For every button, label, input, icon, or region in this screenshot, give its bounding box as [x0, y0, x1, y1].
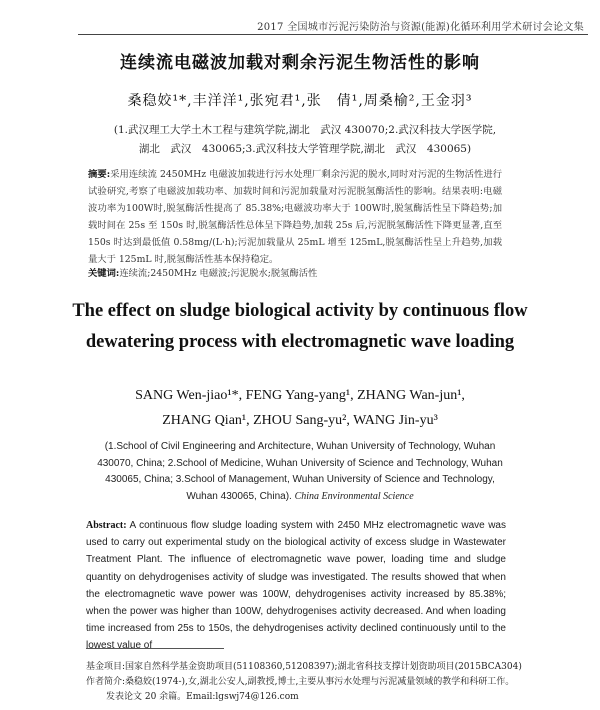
footnote-rule: [86, 648, 224, 649]
chinese-authors: 桑稳姣¹*,丰洋洋¹,张宛君¹,张 倩¹,周桑榆²,王金羽³: [127, 93, 473, 109]
english-abstract-text: A continuous flow sludge loading system with 2450 MHz electromagnetic wave was used to carry out experimental study on the biological activity of excess sludge in Wastewater Treatment Plant. The influence of electromagnetic wave power, loading time and sludge quantity on dehydrogenises activity of sludge was investigated. The results showed that when the electromagnetic wave power was 100W, dehydrogenises activity increased by 85.38%; when the power was higher than 100W, dehydrogenises activity decreased. And when loading time increased from 25s to 150s, the dehydrogenises activity declined continuously until to the lowest value of: [86, 520, 506, 652]
chinese-keywords-text: 连续流;2450MHz 电磁波;污泥脱水;脱氢酶活性: [119, 268, 318, 279]
chinese-abstract-text: 采用连续流 2450MHz 电磁波加载进行污水处理厂剩余污泥的脱水,同时对污泥的生物活性进行试验研究,考察了电磁波加载功率、加载时间和污泥加载量对污泥脱氢酶活性的影响。结果表明:电磁波功率为100W时,脱氢酶活性提高了 85.38%;电磁波功率大于 100W时,脱氢酶活性呈下降趋势;加载时间在 25s 至 150s 时,脱氢酶活性总体呈下降趋势,加载 25s 后,污泥脱氢酶活性下降更显著,直至 150s 时达到最低值 0.58mg/(L·h);污泥加载量从 25mL 增至 125mL,脱氢酶活性呈上升趋势,加载量大于 125mL 时,脱氢酶活性基本保持稳定。: [88, 169, 502, 265]
footnotes: [86, 660, 522, 705]
footnote-author: 作者简介:桑稳姣(1974-),女,湖北公安人,副教授,博士,主要从事污水处理与污泥减量领域的教学和科研工作。: [86, 677, 515, 687]
english-abstract: [86, 517, 506, 655]
chinese-keywords-label: 关键词:: [88, 268, 120, 279]
chinese-abstract-label: 摘要:: [88, 169, 111, 180]
english-title: The effect on sludge biological activity by continuous flow dewatering process with electromagnetic wave loading: [72, 301, 528, 352]
chinese-keywords: [88, 265, 502, 279]
chinese-abstract: [88, 166, 502, 268]
running-head: 2017 全国城市污泥污染防治与资源(能源)化循环利用学术研讨会论文集: [257, 22, 584, 33]
chinese-affiliation: (1.武汉理工大学土木工程与建筑学院,湖北 武汉 430070;2.武汉科技大学医学院,湖北 武汉 430065;3.武汉科技大学管理学院,湖北 武汉 430065): [113, 124, 497, 155]
english-affiliation-text: (1.School of Civil Engineering and Architecture, Wuhan University of Technology, Wuhan 430070, China; 2.School of Medicine, Wuhan University of Science and Technology, Wuhan 430065, China; 3.School of Management, Wuhan University of Science and Technology, Wuhan 430065, China).: [97, 441, 503, 502]
english-abstract-label: Abstract:: [86, 520, 127, 531]
header-rule: [78, 34, 588, 35]
footnote-publications: 发表论文 20 余篇。Email:lgswj74@126.com: [106, 692, 299, 702]
english-authors: [60, 383, 540, 433]
footnote-fund: 基金项目:国家自然科学基金资助项目(51108360,51208397);湖北省科技支撑计划资助项目(2015BCA304): [86, 662, 522, 672]
english-authors-line1: SANG Wen-jiao¹*, FENG Yang-yang¹, ZHANG Wan-jun¹,: [135, 388, 465, 403]
chinese-title: 连续流电磁波加载对剩余污泥生物活性的影响: [120, 53, 480, 73]
english-affiliation: [96, 439, 504, 505]
english-authors-line2: ZHANG Qian¹, ZHOU Sang-yu², WANG Jin-yu³: [162, 413, 438, 428]
journal-name: China Environmental Science: [294, 490, 414, 502]
